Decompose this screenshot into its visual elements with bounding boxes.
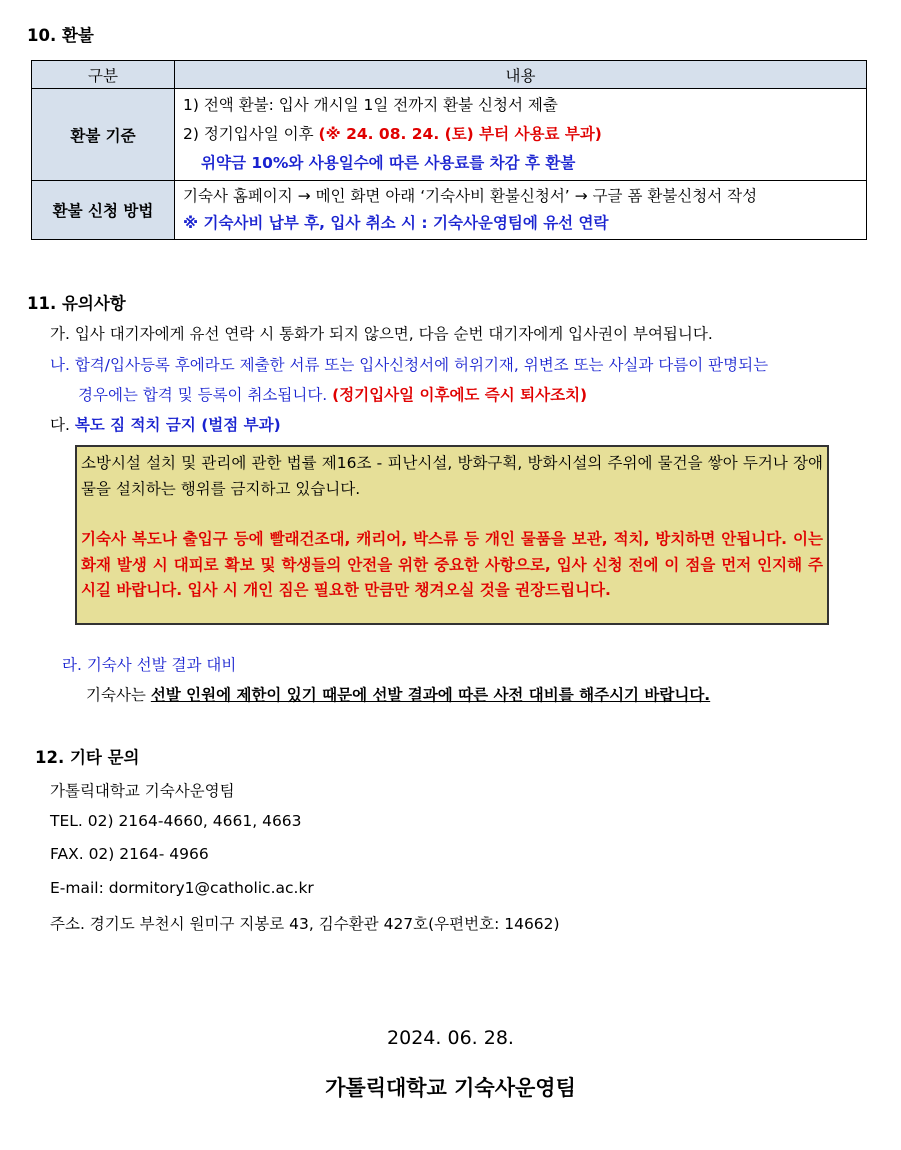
- section-10-heading: 10. 환불: [27, 26, 94, 45]
- contact-fax: FAX. 02) 2164- 4966: [50, 845, 209, 863]
- fire-law-paragraph: 소방시설 설치 및 관리에 관한 법률 제16조 - 피난시설, 방화구획, 방화시설의 주위에 물건을 쌓아 두거나 장애물을 설치하는 행위를 금지하고 있습니다.: [81, 454, 823, 498]
- notice-na-line2-text: 경우에는 합격 및 등록이 취소됩니다.: [78, 386, 333, 404]
- notice-ra-heading: 라. 기숙사 선발 결과 대비: [62, 656, 237, 674]
- penalty-line: 위약금 10%와 사용일수에 따른 사용료를 차감 후 환불: [201, 154, 576, 172]
- full-refund-line: 1) 전액 환불: 입사 개시일 1일 전까지 환불 신청서 제출: [183, 96, 558, 114]
- row-label-refund-criteria: 환불 기준: [32, 89, 175, 181]
- notice-ra-underlined: 선발 인원에 제한이 있기 때문에 선발 결과에 따른 사전 대비를 해주시기 바랍니다.: [150, 686, 711, 704]
- regular-move-in-text: 2) 정기입사일 이후: [183, 125, 319, 143]
- notice-ra-pre: 기숙사는: [86, 686, 151, 704]
- section-12-heading: 12. 기타 문의: [35, 748, 140, 767]
- contact-team: 가톨릭대학교 기숙사운영팀: [50, 782, 235, 800]
- notice-na-line2-red: (정기입사일 이후에도 즉시 퇴사조치): [332, 386, 588, 404]
- refund-method-line: 기숙사 홈페이지 → 메인 화면 아래 ‘기숙사비 환불신청서’ → 구글 폼 환불신청서 작성: [183, 187, 758, 205]
- notice-da: [50, 413, 281, 435]
- fire-safety-notice-box: [75, 445, 829, 625]
- notice-na-line1: 나. 합격/입사등록 후에라도 제출한 서류 또는 입사신청서에 허위기재, 위변조 또는 사실과 다름이 판명되는: [50, 356, 769, 374]
- contact-email: E-mail: dormitory1@catholic.ac.kr: [50, 879, 314, 897]
- document-date: 2024. 06. 28.: [387, 1027, 514, 1049]
- table-header-content: 내용: [175, 61, 867, 89]
- issuing-organization: 가톨릭대학교 기숙사운영팀: [325, 1076, 576, 1100]
- corridor-items-paragraph: 기숙사 복도나 출입구 등에 빨래건조대, 캐리어, 박스류 등 개인 물품을 보관, 적치, 방치하면 안됩니다. 이는 화재 발생 시 대피로 확보 및 학생들의 안전을 위한 중요한 사항으로, 입사 신청 전에 이 점을 먼저 인지해 주시길 바랍니다. 입사 시 개인 짐은 필요한 만큼만 챙겨오실 것을 권장드립니다.: [81, 530, 823, 599]
- regular-move-in-line: [183, 120, 858, 149]
- notice-da-text: 복도 짐 적치 금지 (벌점 부과): [74, 416, 281, 434]
- row-content-refund-criteria: [175, 89, 867, 181]
- notice-na-line2: [78, 383, 587, 405]
- row-content-refund-method: [175, 181, 867, 240]
- notice-da-prefix: 다.: [50, 416, 75, 434]
- table-header-category: 구분: [32, 61, 175, 89]
- notice-ra-body: [86, 683, 710, 705]
- row-label-refund-method: 환불 신청 방법: [32, 181, 175, 240]
- contact-address: 주소. 경기도 부천시 원미구 지봉로 43, 김수환관 427호(우편번호: 14662): [50, 915, 560, 933]
- refund-table: [31, 60, 867, 240]
- usage-fee-notice: (※ 24. 08. 24. (토) 부터 사용료 부과): [318, 125, 602, 143]
- cancel-contact-line: ※ 기숙사비 납부 후, 입사 취소 시 : 기숙사운영팀에 유선 연락: [183, 214, 609, 232]
- notice-ga: 가. 입사 대기자에게 유선 연락 시 통화가 되지 않으면, 다음 순번 대기자에게 입사권이 부여됩니다.: [50, 325, 713, 343]
- section-11-heading: 11. 유의사항: [27, 294, 126, 313]
- contact-tel: TEL. 02) 2164-4660, 4661, 4663: [50, 812, 302, 830]
